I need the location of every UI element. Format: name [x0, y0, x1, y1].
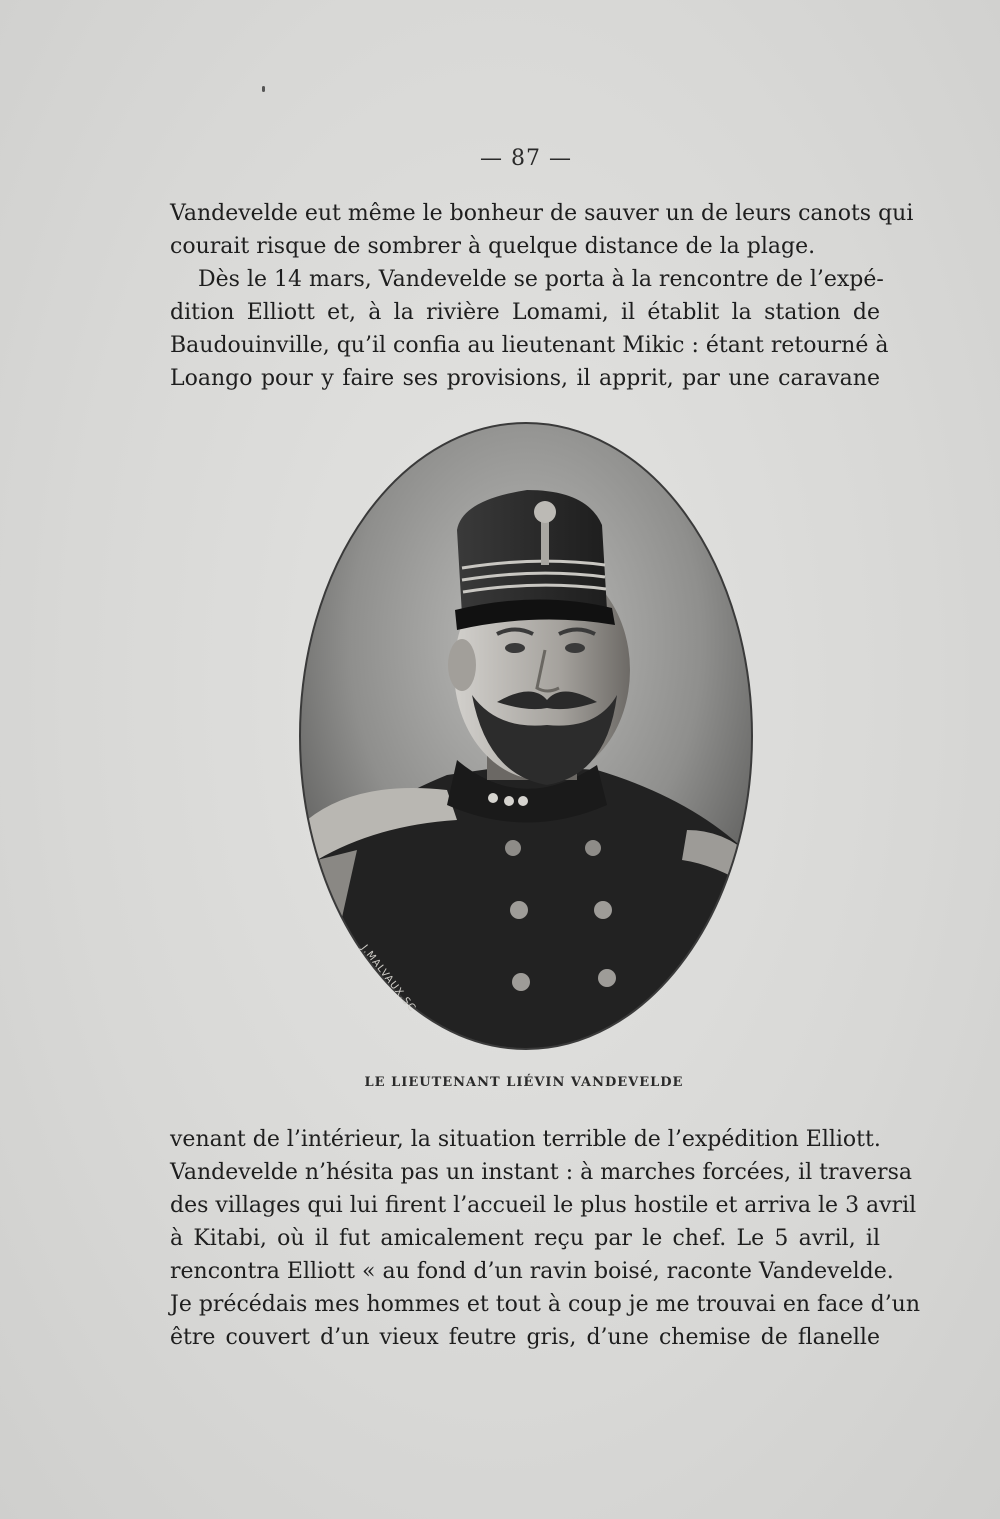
text-line: Vandevelde eut même le bonheur de sauver un de leurs canots qui [170, 201, 914, 226]
text-line: Baudouinville, qu’il confia au lieutenant Mikic : étant retourné à [170, 333, 889, 358]
text-line: Vandevelde n’hésita pas un instant : à marches forcées, il traversa [170, 1160, 912, 1185]
text-line: venant de l’intérieur, la situation terrible de l’expédition Elliott. [170, 1127, 881, 1152]
text-line: Loango pour y faire ses provisions, il apprit, par une caravane [170, 366, 880, 391]
engraver-signature: J.MALVAUX.SC [358, 943, 418, 1015]
text-line: Dès le 14 mars, Vandevelde se porta à la rencontre de l’expé- [198, 267, 884, 292]
text-line: dition Elliott et, à la rivière Lomami, il établit la station de [170, 300, 880, 325]
text-line: rencontra Elliott « au fond d’un ravin boisé, raconte Vandevelde. [170, 1259, 894, 1284]
portrait-engraving [297, 420, 755, 1052]
text-line: courait risque de sombrer à quelque distance de la plage. [170, 234, 816, 259]
page-number: — 87 — [480, 146, 572, 171]
paragraph-top [170, 197, 914, 395]
portrait-photograph [297, 420, 755, 1052]
text-line: à Kitabi, où il fut amicalement reçu par le chef. Le 5 avril, il [170, 1226, 880, 1251]
text-line: Je précédais mes hommes et tout à coup je me trouvai en face d’un [170, 1292, 921, 1317]
paragraph-bottom [170, 1123, 921, 1354]
text-line: être couvert d’un vieux feutre gris, d’une chemise de flanelle [170, 1325, 880, 1350]
paper-speck [262, 86, 265, 92]
text-line: des villages qui lui firent l’accueil le plus hostile et arriva le 3 avril [170, 1193, 917, 1218]
portrait-caption: LE LIEUTENANT LIÉVIN VANDEVELDE [364, 1075, 684, 1090]
